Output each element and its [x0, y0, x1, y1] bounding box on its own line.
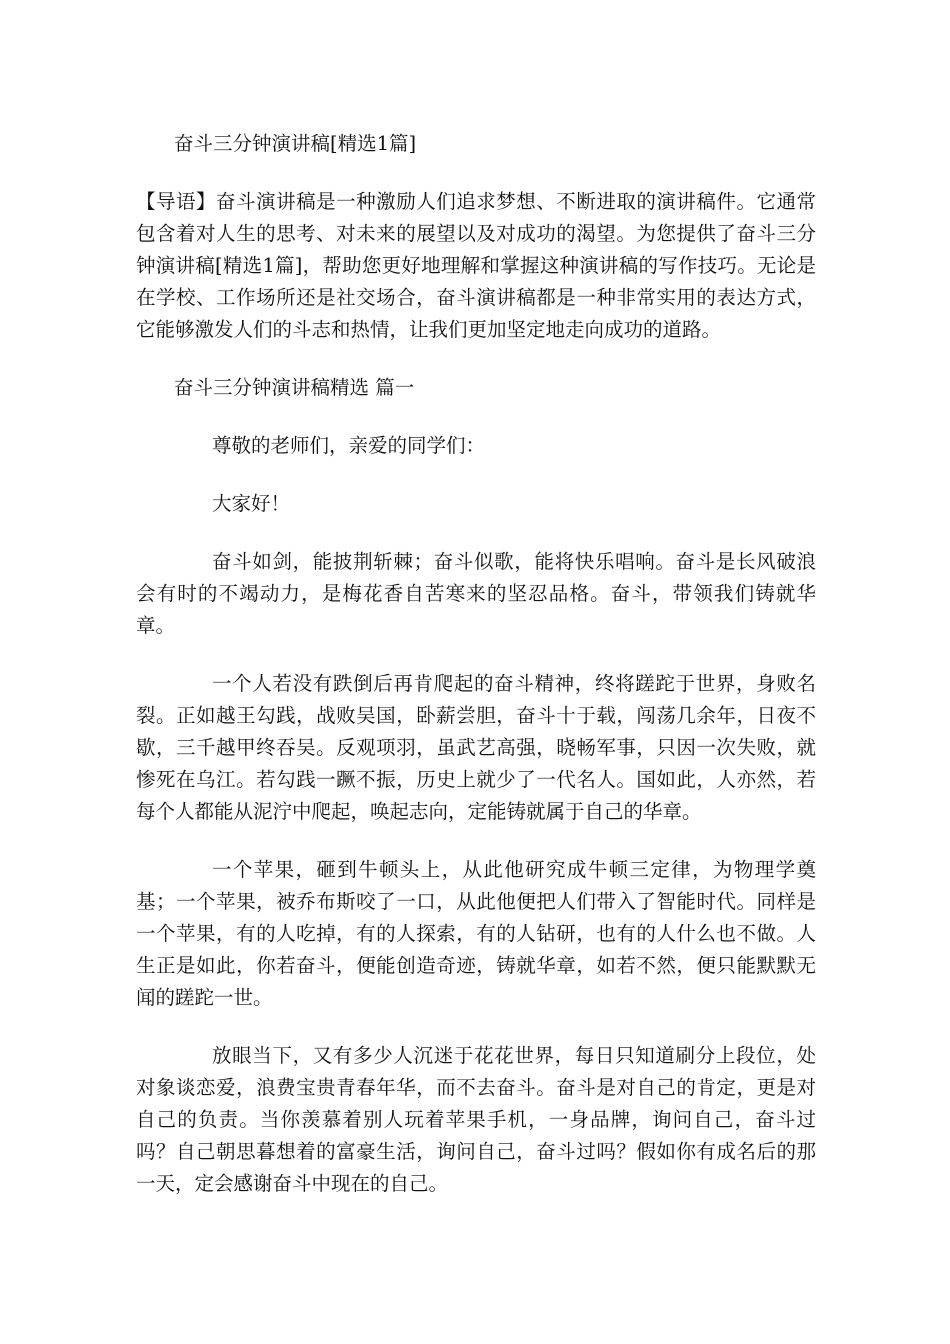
- document-page: [136, 128, 816, 1226]
- body-paragraph: 一个人若没有跌倒后再肯爬起的奋斗精神，终将蹉跎于世界，身败名裂。正如越王勾践，战败吴国，卧薪尝胆，奋斗十于载，闯荡几余年，日夜不歇，三千越甲终吞吴。反观项羽，虽武艺高强，晓畅军事，只因一次失败，就惨死在乌江。若勾践一蹶不振，历史上就少了一代名人。国如此，人亦然，若每个人都能从泥泞中爬起，唤起志向，定能铸就属于自己的华章。: [136, 672, 816, 823]
- body-paragraph: 放眼当下，又有多少人沉迷于花花世界，每日只知道刷分上段位，处对象谈恋爱，浪费宝贵青春年华，而不去奋斗。奋斗是对自己的肯定，更是对自己的负责。当你羡慕着别人玩着苹果手机，一身品牌，询问自己，奋斗过吗？自己朝思暮想着的富豪生活，询问自己，奋斗过吗？假如你有成名后的那一天，定会感谢奋斗中现在的自己。: [136, 1044, 816, 1195]
- document-title: 奋斗三分钟演讲稿[精选1篇]: [174, 132, 417, 155]
- section-heading: 奋斗三分钟演讲稿精选 篇一: [174, 376, 415, 399]
- body-paragraph: 奋斗如剑，能披荆斩棘；奋斗似歌，能将快乐唱响。奋斗是长风破浪会有时的不竭动力，是梅花香自苦寒来的坚忍品格。奋斗，带领我们铸就华章。: [136, 550, 816, 637]
- intro-paragraph: 【导语】奋斗演讲稿是一种激励人们追求梦想、不断进取的演讲稿件。它通常包含着对人生的思考、对未来的展望以及对成功的渴望。为您提供了奋斗三分钟演讲稿[精选1篇]，帮助您更好地理解和掌握这种演讲稿的写作技巧。无论是在学校、工作场所还是社交场合，奋斗演讲稿都是一种非常实用的表达方式，它能够激发人们的斗志和热情，让我们更加坚定地走向成功的道路。: [136, 190, 816, 341]
- salutation: 尊敬的老师们，亲爱的同学们：: [212, 434, 486, 457]
- greeting: 大家好！: [212, 492, 291, 515]
- body-paragraph: 一个苹果，砸到牛顿头上，从此他研究成牛顿三定律，为物理学奠基；一个苹果，被乔布斯咬了一口，从此他便把人们带入了智能时代。同样是一个苹果，有的人吃掉，有的人探索，有的人钻研，也有的人什么也不做。人生正是如此，你若奋斗，便能创造奇迹，铸就华章，如若不然，便只能默默无闻的蹉跎一世。: [136, 858, 816, 1009]
